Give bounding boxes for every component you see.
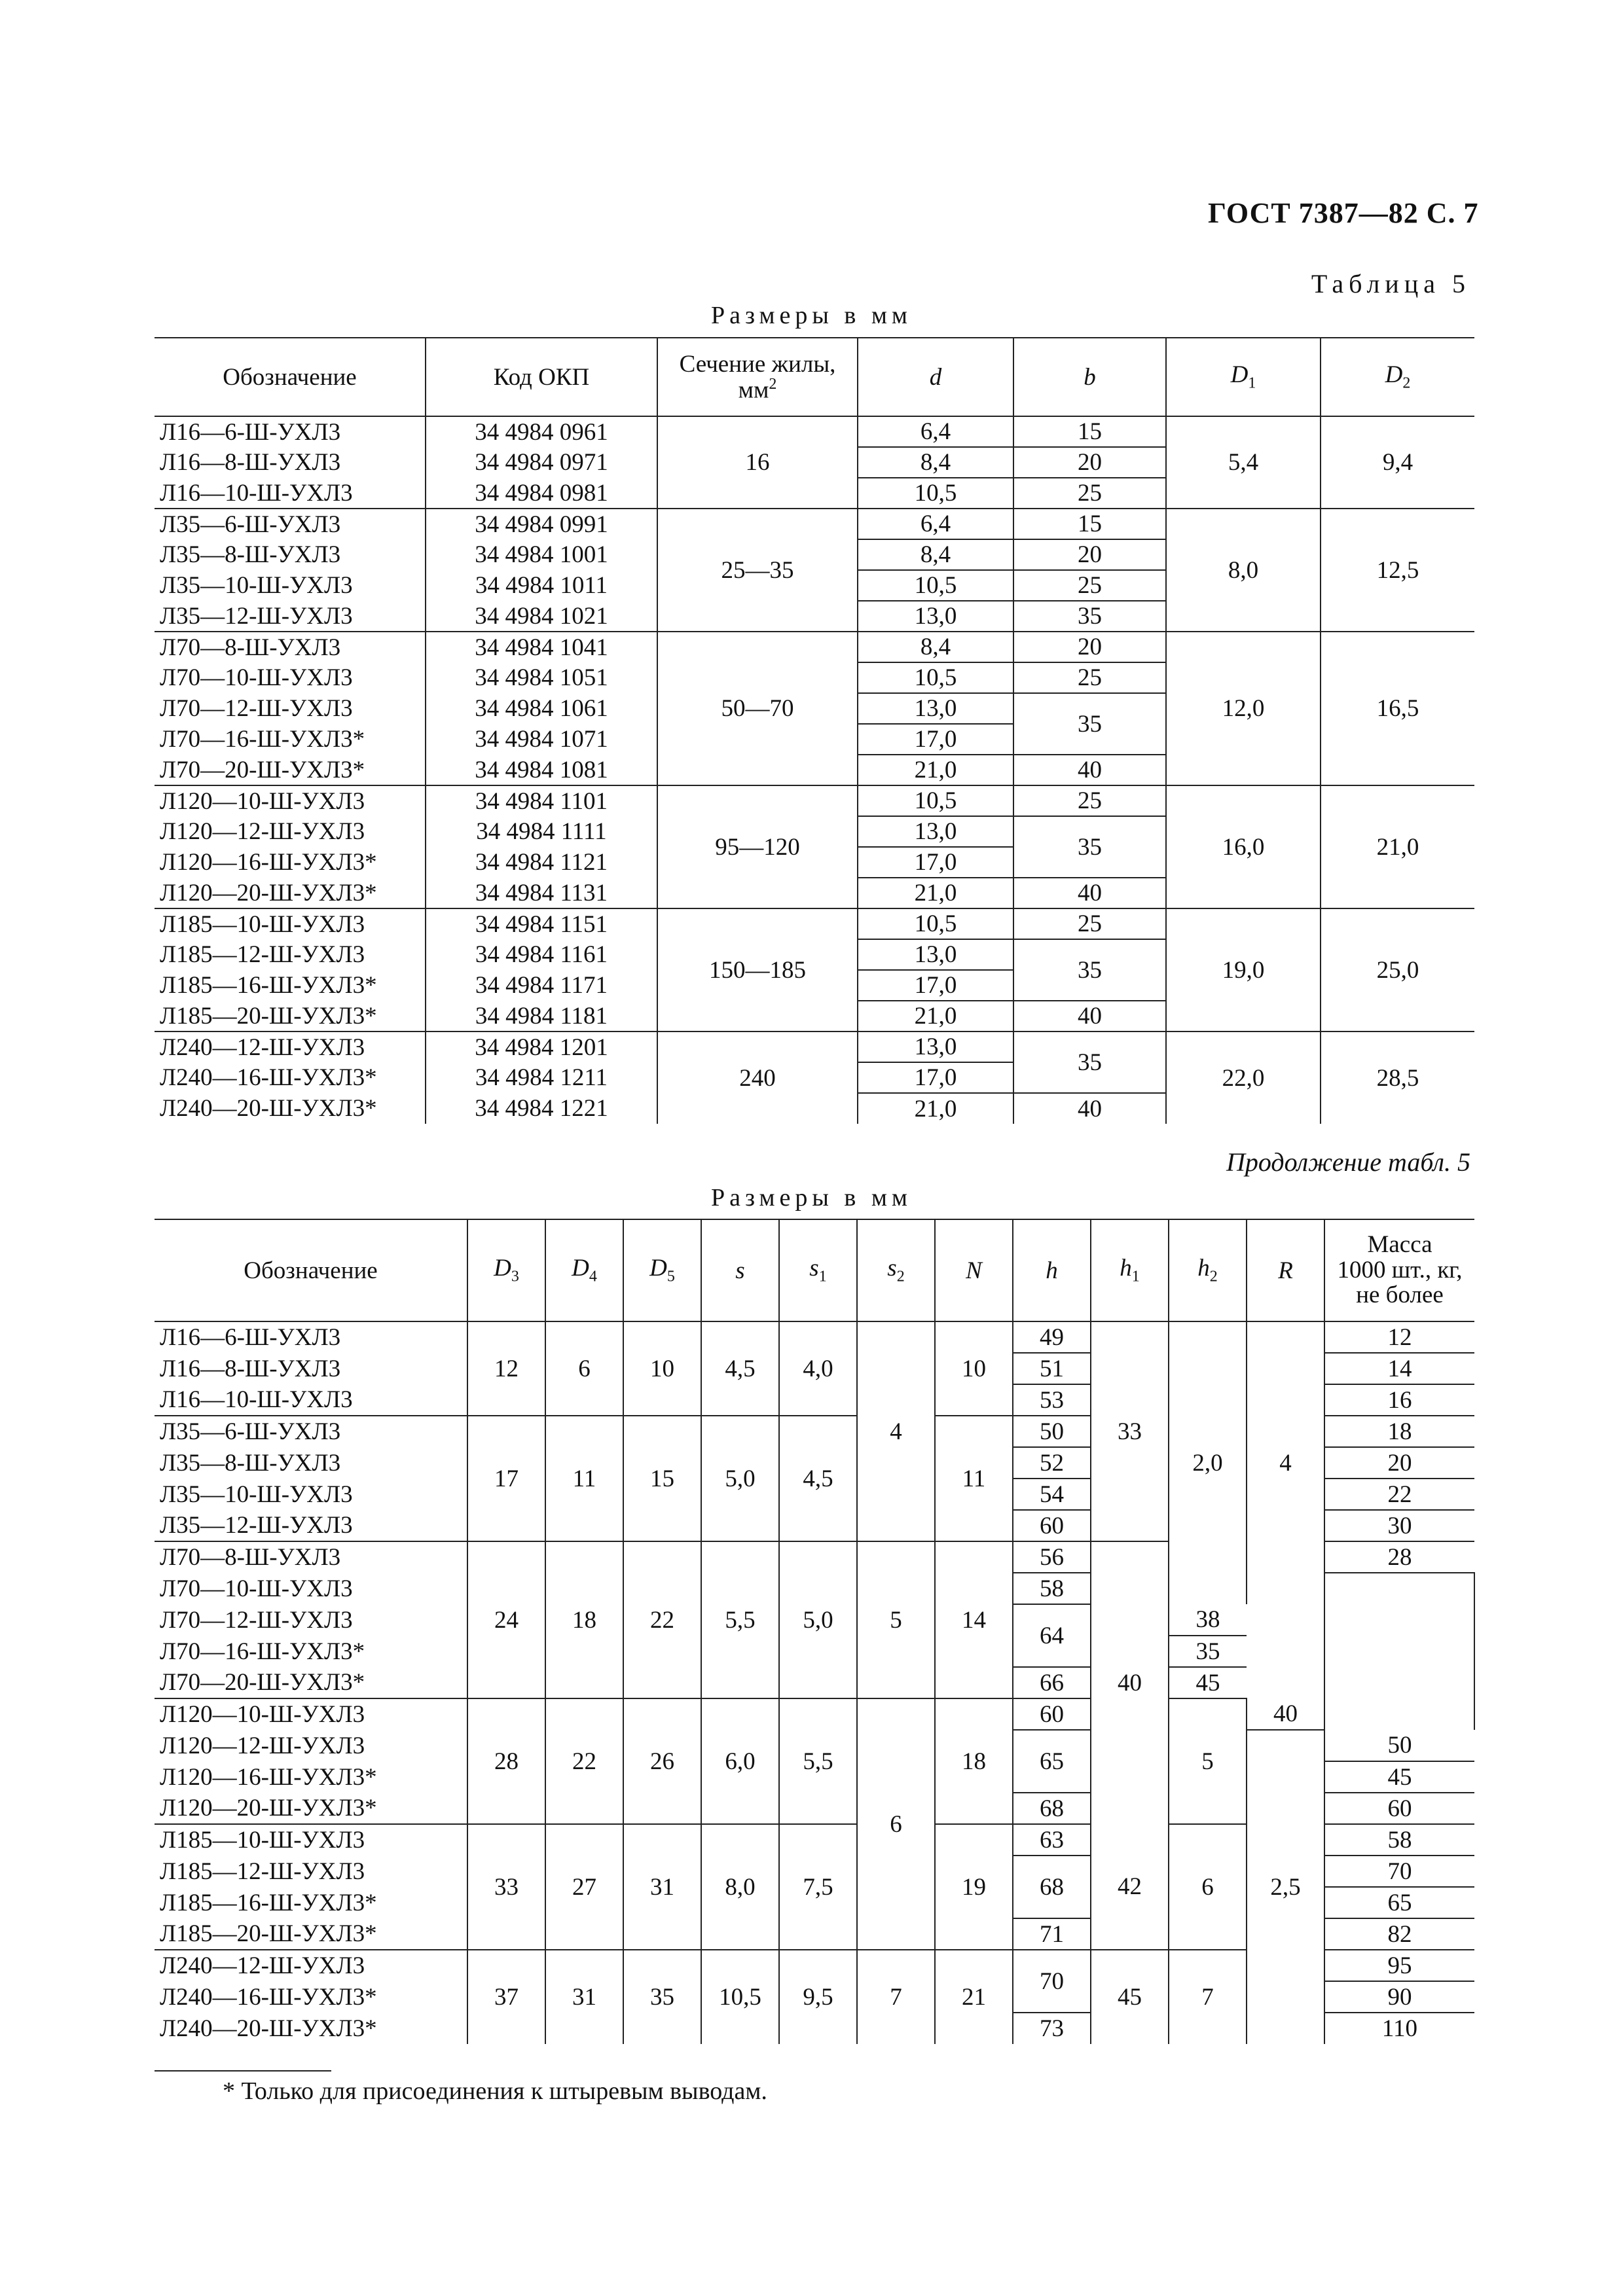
s1-cell: 5,0 — [779, 1541, 857, 1698]
s1-cell: 4,5 — [779, 1416, 857, 1541]
section-cell: 240 — [657, 1031, 858, 1124]
table-row-designation: Л35—12-Ш-УХЛ3 — [155, 1510, 467, 1541]
table-row-designation: Л240—20-Ш-УХЛ3* — [155, 1093, 426, 1124]
table-row-designation: Л70—10-Ш-УХЛ3 — [155, 662, 426, 693]
mass-cell: 38 — [1169, 1604, 1247, 1636]
mass-cell: 45 — [1324, 1761, 1474, 1793]
col-h: h — [1013, 1219, 1091, 1321]
col-D3: $D_3$ — [467, 1219, 545, 1321]
s2-cell: 7 — [857, 1950, 935, 2044]
R-cell: 7 — [1169, 1950, 1247, 2044]
h-cell: 66 — [1013, 1667, 1091, 1698]
s1-cell: 7,5 — [779, 1824, 857, 1950]
mass-cell: 45 — [1169, 1667, 1247, 1698]
col-h2: $h_2$ — [1169, 1219, 1247, 1321]
b-cell: 25 — [1013, 662, 1166, 693]
h-cell: 70 — [1013, 1950, 1091, 2013]
okp-cell: 34 4984 1111 — [426, 816, 657, 847]
col-designation: Обозначение — [155, 338, 426, 416]
D4-cell: 27 — [545, 1824, 623, 1950]
okp-cell: 34 4984 1161 — [426, 939, 657, 970]
table-row-designation: Л240—12-Ш-УХЛ3 — [155, 1950, 467, 1981]
table-title: Таблица 5 — [1311, 269, 1470, 298]
mass-cell: 70 — [1324, 1856, 1474, 1887]
table-row-designation: Л240—12-Ш-УХЛ3 — [155, 1031, 426, 1062]
D1-cell: 5,4 — [1166, 416, 1321, 509]
d-cell: 21,0 — [858, 755, 1013, 785]
b-cell: 35 — [1013, 693, 1166, 755]
table-row-designation: Л70—20-Ш-УХЛ3* — [155, 755, 426, 785]
D5-cell: 26 — [623, 1698, 701, 1824]
h-cell: 54 — [1013, 1479, 1091, 1510]
section-cell: 16 — [657, 416, 858, 509]
col-D2: $D_2$ — [1321, 338, 1474, 416]
h-cell: 49 — [1013, 1321, 1091, 1353]
b-cell: 40 — [1013, 878, 1166, 908]
mass-cell: 50 — [1324, 1730, 1474, 1761]
mass-cell: 35 — [1169, 1636, 1247, 1667]
table-row-designation: Л240—16-Ш-УХЛ3* — [155, 1981, 467, 2013]
okp-cell: 34 4984 1201 — [426, 1031, 657, 1062]
b-cell: 25 — [1013, 908, 1166, 939]
col-D4: $D_4$ — [545, 1219, 623, 1321]
section-cell: 95—120 — [657, 785, 858, 908]
h2-cell: 2,5 — [1247, 1730, 1324, 2044]
R-cell: 5 — [1169, 1698, 1247, 1824]
table-dimensions-part1 — [155, 337, 1474, 1124]
table-row-designation: Л70—16-Ш-УХЛ3* — [155, 1636, 467, 1667]
okp-cell: 34 4984 1051 — [426, 662, 657, 693]
D3-cell: 37 — [467, 1950, 545, 2044]
table-row-designation: Л185—10-Ш-УХЛ3 — [155, 1824, 467, 1856]
table-row-designation: Л120—10-Ш-УХЛ3 — [155, 785, 426, 816]
N-cell: 11 — [935, 1416, 1013, 1541]
R-cell: 6 — [1169, 1824, 1247, 1950]
okp-cell: 34 4984 0991 — [426, 509, 657, 539]
s2-cell: 5 — [857, 1541, 935, 1698]
d-cell: 6,4 — [858, 509, 1013, 539]
table-row-designation: Л70—10-Ш-УХЛ3 — [155, 1573, 467, 1604]
D4-cell: 22 — [545, 1698, 623, 1824]
okp-cell: 34 4984 1081 — [426, 755, 657, 785]
d-cell: 10,5 — [858, 908, 1013, 939]
h-cell: 71 — [1013, 1918, 1091, 1950]
N-cell: 18 — [935, 1698, 1013, 1824]
mass-cell: 14 — [1324, 1353, 1474, 1384]
okp-cell: 34 4984 1131 — [426, 878, 657, 908]
mass-cell: 60 — [1324, 1793, 1474, 1824]
d-cell: 13,0 — [858, 816, 1013, 847]
b-cell: 35 — [1013, 939, 1166, 1001]
table-row-designation: Л120—12-Ш-УХЛ3 — [155, 1730, 467, 1761]
D2-cell: 12,5 — [1321, 509, 1474, 632]
h-cell: 68 — [1013, 1793, 1091, 1824]
N-cell: 21 — [935, 1950, 1013, 2044]
mass-cell: 12 — [1324, 1321, 1474, 1353]
d-cell: 13,0 — [858, 693, 1013, 724]
b-cell: 25 — [1013, 478, 1166, 509]
mass-cell: 16 — [1324, 1384, 1474, 1416]
b-cell: 40 — [1013, 755, 1166, 785]
b-cell: 35 — [1013, 816, 1166, 878]
mass-cell: 22 — [1324, 1479, 1474, 1510]
h2-cell: 2,0 — [1169, 1321, 1247, 1604]
h2-cell — [1324, 1573, 1474, 1730]
col-R: R — [1247, 1219, 1324, 1321]
D1-cell: 22,0 — [1166, 1031, 1321, 1124]
okp-cell: 34 4984 1211 — [426, 1062, 657, 1093]
d-cell: 17,0 — [858, 847, 1013, 878]
d-cell: 6,4 — [858, 416, 1013, 447]
continuation-caption: Продолжение табл. 5 — [1226, 1147, 1470, 1177]
table-row-designation: Л185—12-Ш-УХЛ3 — [155, 1856, 467, 1887]
s2-cell: 6 — [857, 1698, 935, 1950]
col-h1: $h_1$ — [1091, 1219, 1169, 1321]
table-row-designation: Л70—8-Ш-УХЛ3 — [155, 1541, 467, 1573]
N-cell: 10 — [935, 1321, 1013, 1416]
col-b: b — [1013, 338, 1166, 416]
table-row-designation: Л185—20-Ш-УХЛ3* — [155, 1001, 426, 1031]
d-cell: 8,4 — [858, 539, 1013, 570]
col-mass: Масса 1000 шт., кг, не более — [1324, 1219, 1474, 1321]
h-cell: 58 — [1013, 1573, 1091, 1604]
table-row-designation: Л16—8-Ш-УХЛ3 — [155, 447, 426, 478]
table-row-designation: Л185—10-Ш-УХЛ3 — [155, 908, 426, 939]
table-row-designation: Л35—8-Ш-УХЛ3 — [155, 1447, 467, 1479]
table-row-designation: Л16—6-Ш-УХЛ3 — [155, 1321, 467, 1353]
h-cell: 68 — [1013, 1856, 1091, 1918]
table-row-designation: Л240—20-Ш-УХЛ3* — [155, 2013, 467, 2044]
table-row-designation: Л70—12-Ш-УХЛ3 — [155, 693, 426, 724]
D1-cell: 8,0 — [1166, 509, 1321, 632]
col-s2: $s_2$ — [857, 1219, 935, 1321]
table-row-designation: Л16—6-Ш-УХЛ3 — [155, 416, 426, 447]
D3-cell: 28 — [467, 1698, 545, 1824]
units-caption-2: Размеры в мм — [711, 1184, 912, 1211]
mass-cell: 90 — [1324, 1981, 1474, 2013]
mass-cell: 20 — [1324, 1447, 1474, 1479]
D3-cell: 12 — [467, 1321, 545, 1416]
table-row-designation: Л185—16-Ш-УХЛ3* — [155, 1887, 467, 1918]
d-cell: 13,0 — [858, 1031, 1013, 1062]
col-designation: Обозначение — [155, 1219, 467, 1321]
mass-cell: 18 — [1324, 1416, 1474, 1447]
h-cell: 56 — [1013, 1541, 1091, 1573]
table-row-designation: Л70—12-Ш-УХЛ3 — [155, 1604, 467, 1636]
okp-cell: 34 4984 0981 — [426, 478, 657, 509]
D5-cell: 10 — [623, 1321, 701, 1416]
D2-cell: 28,5 — [1321, 1031, 1474, 1124]
col-okp: Код ОКП — [426, 338, 657, 416]
b-cell: 15 — [1013, 509, 1166, 539]
mass-cell: 95 — [1324, 1950, 1474, 1981]
b-cell: 25 — [1013, 785, 1166, 816]
d-cell: 13,0 — [858, 939, 1013, 970]
d-cell: 8,4 — [858, 632, 1013, 662]
okp-cell: 34 4984 0961 — [426, 416, 657, 447]
b-cell: 35 — [1013, 1031, 1166, 1093]
d-cell: 10,5 — [858, 662, 1013, 693]
okp-cell: 34 4984 1151 — [426, 908, 657, 939]
d-cell: 10,5 — [858, 785, 1013, 816]
table-row-designation: Л185—12-Ш-УХЛ3 — [155, 939, 426, 970]
d-cell: 17,0 — [858, 970, 1013, 1001]
d-cell: 13,0 — [858, 601, 1013, 632]
okp-cell: 34 4984 0971 — [426, 447, 657, 478]
h-cell: 51 — [1013, 1353, 1091, 1384]
okp-cell: 34 4984 1021 — [426, 601, 657, 632]
col-N: N — [935, 1219, 1013, 1321]
table-row-designation: Л120—16-Ш-УХЛ3* — [155, 1761, 467, 1793]
okp-cell: 34 4984 1071 — [426, 724, 657, 755]
table-row-designation: Л185—16-Ш-УХЛ3* — [155, 970, 426, 1001]
d-cell: 21,0 — [858, 878, 1013, 908]
h1-cell: 33 — [1091, 1321, 1169, 1541]
table-row-designation: Л120—12-Ш-УХЛ3 — [155, 816, 426, 847]
table-row-designation: Л185—20-Ш-УХЛ3* — [155, 1918, 467, 1950]
d-cell: 17,0 — [858, 724, 1013, 755]
h-cell: 63 — [1013, 1824, 1091, 1856]
h-cell: 52 — [1013, 1447, 1091, 1479]
D1-cell: 16,0 — [1166, 785, 1321, 908]
s2-cell: 4 — [857, 1321, 935, 1541]
h-cell: 50 — [1013, 1416, 1091, 1447]
footnote: * Только для присоединения к штыревым выводам. — [223, 2077, 767, 2105]
col-s: s — [701, 1219, 779, 1321]
D5-cell: 35 — [623, 1950, 701, 2044]
s-cell: 5,5 — [701, 1541, 779, 1698]
table-row-designation: Л120—16-Ш-УХЛ3* — [155, 847, 426, 878]
s-cell: 4,5 — [701, 1321, 779, 1416]
table-row-designation: Л35—10-Ш-УХЛ3 — [155, 570, 426, 601]
okp-cell: 34 4984 1171 — [426, 970, 657, 1001]
b-cell: 40 — [1013, 1093, 1166, 1124]
mass-cell: 58 — [1324, 1824, 1474, 1856]
table-row-designation: Л35—6-Ш-УХЛ3 — [155, 509, 426, 539]
table-row-designation: Л16—10-Ш-УХЛ3 — [155, 1384, 467, 1416]
okp-cell: 34 4984 1061 — [426, 693, 657, 724]
section-cell: 25—35 — [657, 509, 858, 632]
d-cell: 10,5 — [858, 478, 1013, 509]
h1-cell: 40 — [1091, 1541, 1169, 1824]
units-caption: Размеры в мм — [711, 302, 912, 329]
okp-cell: 34 4984 1001 — [426, 539, 657, 570]
table-row-designation: Л35—8-Ш-УХЛ3 — [155, 539, 426, 570]
N-cell: 14 — [935, 1541, 1013, 1698]
col-D5: $D_5$ — [623, 1219, 701, 1321]
table-row-designation: Л120—20-Ш-УХЛ3* — [155, 1793, 467, 1824]
D4-cell: 6 — [545, 1321, 623, 1416]
b-cell: 20 — [1013, 447, 1166, 478]
h-cell: 64 — [1013, 1604, 1091, 1667]
d-cell: 17,0 — [858, 1062, 1013, 1093]
s-cell: 5,0 — [701, 1416, 779, 1541]
footnote-divider — [155, 2070, 331, 2072]
table-row-designation: Л35—12-Ш-УХЛ3 — [155, 601, 426, 632]
d-cell: 21,0 — [858, 1093, 1013, 1124]
h-cell: 65 — [1013, 1730, 1091, 1793]
table-dimensions-part2 — [155, 1219, 1474, 2044]
N-cell: 19 — [935, 1824, 1013, 1950]
b-cell: 25 — [1013, 570, 1166, 601]
section-cell: 50—70 — [657, 632, 858, 785]
s-cell: 6,0 — [701, 1698, 779, 1824]
h-cell: 53 — [1013, 1384, 1091, 1416]
mass-cell: 30 — [1324, 1510, 1474, 1541]
d-cell: 21,0 — [858, 1001, 1013, 1031]
D4-cell: 31 — [545, 1950, 623, 2044]
mass-cell: 40 — [1247, 1698, 1324, 1730]
page-header: ГОСТ 7387—82 С. 7 — [1208, 197, 1479, 229]
D5-cell: 31 — [623, 1824, 701, 1950]
s-cell: 10,5 — [701, 1950, 779, 2044]
b-cell: 20 — [1013, 632, 1166, 662]
okp-cell: 34 4984 1181 — [426, 1001, 657, 1031]
table-row-designation: Л120—10-Ш-УХЛ3 — [155, 1698, 467, 1730]
mass-cell: 82 — [1324, 1918, 1474, 1950]
s1-cell: 4,0 — [779, 1321, 857, 1416]
okp-cell: 34 4984 1011 — [426, 570, 657, 601]
d-cell: 10,5 — [858, 570, 1013, 601]
table-row-designation: Л35—10-Ш-УХЛ3 — [155, 1479, 467, 1510]
R-cell: 4 — [1247, 1321, 1324, 1604]
D2-cell: 21,0 — [1321, 785, 1474, 908]
D1-cell: 19,0 — [1166, 908, 1321, 1031]
b-cell: 40 — [1013, 1001, 1166, 1031]
table-row-designation: Л35—6-Ш-УХЛ3 — [155, 1416, 467, 1447]
D3-cell: 17 — [467, 1416, 545, 1541]
okp-cell: 34 4984 1041 — [426, 632, 657, 662]
mass-cell: 28 — [1324, 1541, 1474, 1573]
b-cell: 20 — [1013, 539, 1166, 570]
table-row-designation: Л16—8-Ш-УХЛ3 — [155, 1353, 467, 1384]
col-section: Сечение жилы, $мм^2$ — [657, 338, 858, 416]
h1-cell: 45 — [1091, 1950, 1169, 2044]
okp-cell: 34 4984 1221 — [426, 1093, 657, 1124]
col-d: d — [858, 338, 1013, 416]
D3-cell: 24 — [467, 1541, 545, 1698]
D5-cell: 22 — [623, 1541, 701, 1698]
mass-cell: 65 — [1324, 1887, 1474, 1918]
table-row-designation: Л16—10-Ш-УХЛ3 — [155, 478, 426, 509]
h-cell: 60 — [1013, 1698, 1091, 1730]
okp-cell: 34 4984 1121 — [426, 847, 657, 878]
D2-cell: 9,4 — [1321, 416, 1474, 509]
mass-cell: 110 — [1324, 2013, 1474, 2044]
table-row-designation: Л70—16-Ш-УХЛ3* — [155, 724, 426, 755]
section-cell: 150—185 — [657, 908, 858, 1031]
b-cell: 15 — [1013, 416, 1166, 447]
b-cell: 35 — [1013, 601, 1166, 632]
s-cell: 8,0 — [701, 1824, 779, 1950]
D2-cell: 16,5 — [1321, 632, 1474, 785]
h1-cell: 42 — [1091, 1824, 1169, 1950]
D1-cell: 12,0 — [1166, 632, 1321, 785]
table-row-designation: Л70—20-Ш-УХЛ3* — [155, 1667, 467, 1698]
D5-cell: 15 — [623, 1416, 701, 1541]
d-cell: 8,4 — [858, 447, 1013, 478]
h-cell: 60 — [1013, 1510, 1091, 1541]
D2-cell: 25,0 — [1321, 908, 1474, 1031]
D4-cell: 11 — [545, 1416, 623, 1541]
table-row-designation: Л70—8-Ш-УХЛ3 — [155, 632, 426, 662]
col-D1: $D_1$ — [1166, 338, 1321, 416]
table-row-designation: Л240—16-Ш-УХЛ3* — [155, 1062, 426, 1093]
col-s1: $s_1$ — [779, 1219, 857, 1321]
okp-cell: 34 4984 1101 — [426, 785, 657, 816]
s1-cell: 5,5 — [779, 1698, 857, 1824]
s1-cell: 9,5 — [779, 1950, 857, 2044]
table-row-designation: Л120—20-Ш-УХЛ3* — [155, 878, 426, 908]
h-cell: 73 — [1013, 2013, 1091, 2044]
D4-cell: 18 — [545, 1541, 623, 1698]
D3-cell: 33 — [467, 1824, 545, 1950]
